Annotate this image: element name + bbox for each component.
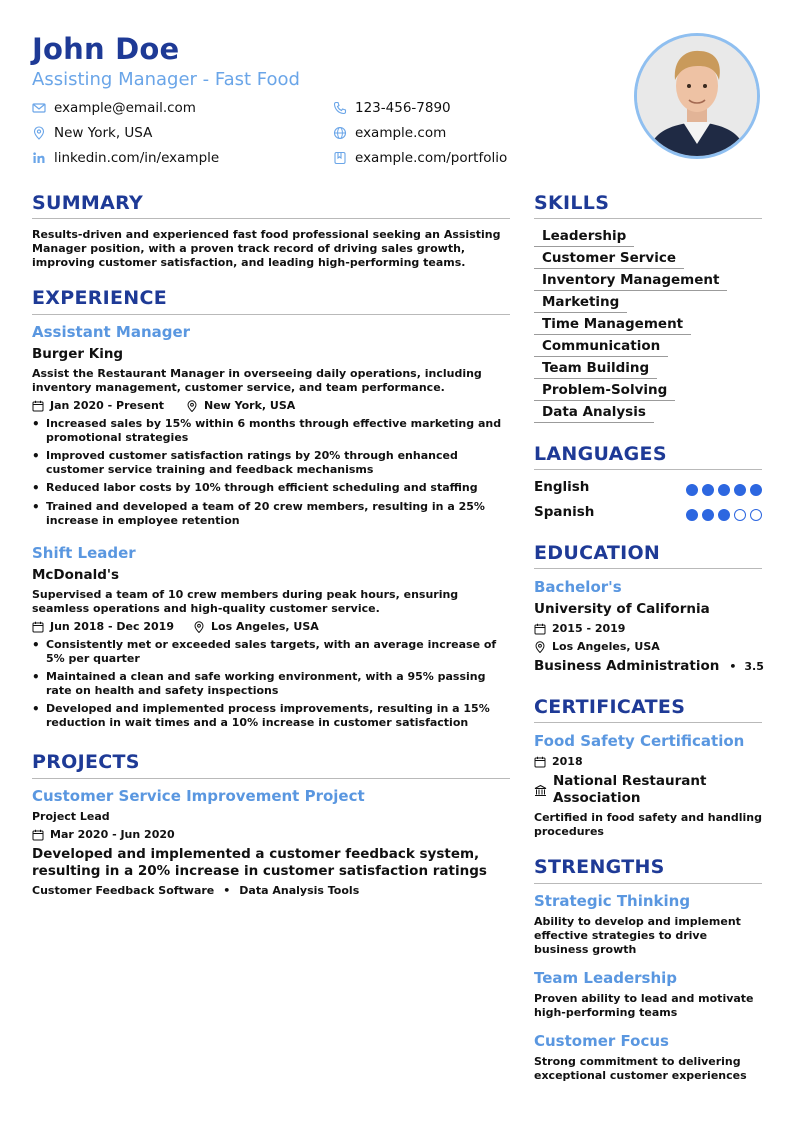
project-title: Customer Service Improvement Project [32, 787, 365, 805]
institution-icon [534, 784, 547, 797]
achievement-bullet [32, 702, 510, 730]
summary-heading: SUMMARY [32, 192, 144, 214]
map-pin-icon [32, 126, 46, 140]
job-dates-text: Jan 2020 - Present [50, 399, 165, 412]
achievement-bullet [32, 449, 510, 477]
certificate-year-text: 2018 [552, 755, 583, 768]
job-dates-text: Jun 2018 - Dec 2019 [50, 620, 174, 633]
tool-separator: • [223, 884, 231, 897]
job-location-text: New York, USA [204, 399, 296, 412]
bullet-dot: • [32, 417, 40, 431]
contact-email[interactable] [32, 100, 196, 116]
skills-divider [534, 218, 762, 219]
bullet-text: Improved customer satisfaction ratings by 20% through enhanced customer service training and feedback mechanisms [46, 449, 458, 476]
strength-title: Team Leadership [534, 969, 678, 987]
skills-heading: SKILLS [534, 192, 610, 214]
website-text: example.com [355, 125, 447, 141]
language-proficiency-dots [686, 509, 762, 521]
strength-description: Strong commitment to delivering exceptional customer experiences [534, 1055, 747, 1082]
proficiency-dot-filled [734, 484, 746, 496]
project-tools [32, 884, 359, 897]
job-location [193, 620, 319, 633]
achievement-bullet [32, 481, 510, 495]
bullet-dot: • [32, 449, 40, 463]
calendar-icon [32, 400, 44, 412]
skill-tag: Communication [534, 338, 668, 357]
contact-portfolio[interactable] [333, 150, 507, 166]
bullet-text: Developed and implemented process improvements, resulting in a 15% reduction in wait times and a 10% increase in customer satisfaction [46, 702, 490, 729]
contact-location [32, 125, 152, 141]
projects-divider [32, 778, 510, 779]
proficiency-dot-filled [686, 484, 698, 496]
proficiency-dot-filled [718, 509, 730, 521]
experience-divider [32, 314, 510, 315]
summary-text: Results-driven and experienced fast food professional seeking an Assisting Manager position, with a proven track record of driving sales growth, improving customer satisfaction, and leading high-performing teams. [32, 228, 501, 269]
skill-tag: Problem-Solving [534, 382, 675, 401]
proficiency-dot-filled [702, 484, 714, 496]
calendar-icon [32, 829, 44, 841]
linkedin-icon [32, 151, 46, 165]
strength-description: Proven ability to lead and motivate high-performing teams [534, 992, 754, 1019]
language-name: English [534, 479, 590, 495]
map-pin-icon [186, 400, 198, 412]
job-title: Assistant Manager [32, 323, 191, 341]
language-proficiency-dots [686, 484, 762, 496]
job-dates [32, 620, 174, 633]
job-description: Supervised a team of 10 crew members during peak hours, ensuring seamless operations and high-quality customer service. [32, 588, 459, 615]
certificate-name: Food Safety Certification [534, 732, 745, 750]
project-tool: Data Analysis Tools [239, 884, 360, 897]
bullet-text: Consistently met or exceeded sales targets, with an average increase of 5% per quarter [46, 638, 497, 665]
location-text: New York, USA [54, 125, 153, 141]
languages-divider [534, 469, 762, 470]
job-location [186, 399, 295, 412]
project-dates-text: Mar 2020 - Jun 2020 [50, 828, 175, 841]
certificates-divider [534, 722, 762, 723]
strength-description: Ability to develop and implement effective strategies to drive business growth [534, 915, 741, 956]
education-dates-text: 2015 - 2019 [552, 622, 626, 635]
project-description: Developed and implemented a customer feedback system, resulting in a 20% increase in customer satisfaction ratings [32, 846, 487, 879]
certificate-description: Certified in food safety and handling procedures [534, 811, 762, 838]
bullet-dot: • [32, 500, 40, 514]
education-field: Business Administration [534, 658, 720, 674]
languages-heading: LANGUAGES [534, 443, 667, 465]
skill-tag: Customer Service [534, 250, 684, 269]
bullet-text: Trained and developed a team of 20 crew members, resulting in a 25% increase in employee retention [46, 500, 485, 527]
projects-heading: PROJECTS [32, 751, 140, 773]
portfolio-text: example.com/portfolio [355, 150, 508, 166]
education-divider [534, 568, 762, 569]
bullet-dot: • [32, 638, 40, 652]
achievement-bullet [32, 638, 510, 666]
certificate-issuer [534, 773, 762, 807]
summary-divider [32, 218, 510, 219]
job-dates [32, 399, 164, 412]
proficiency-dot-filled [702, 509, 714, 521]
linkedin-text: linkedin.com/in/example [54, 150, 220, 166]
project-tool: Customer Feedback Software [32, 884, 215, 897]
calendar-icon [534, 756, 546, 768]
bullet-dot: • [32, 481, 40, 495]
education-field-row [534, 658, 764, 674]
education-gpa: 3.5 [744, 660, 764, 673]
calendar-icon [32, 621, 44, 633]
achievement-bullet [32, 500, 510, 528]
strengths-heading: STRENGTHS [534, 856, 665, 878]
proficiency-dot-empty [734, 509, 746, 521]
skill-tag: Team Building [534, 360, 657, 379]
job-location-text: Los Angeles, USA [211, 620, 319, 633]
globe-icon [333, 126, 347, 140]
bullet-dot: • [32, 702, 40, 716]
job-description: Assist the Restaurant Manager in overseeing daily operations, including inventory management, customer service, and team performance. [32, 367, 482, 394]
profile-photo-illustration [637, 36, 757, 156]
contact-linkedin[interactable] [32, 150, 219, 166]
skill-tag: Leadership [534, 228, 634, 247]
education-degree: Bachelor's [534, 578, 622, 596]
contact-phone[interactable] [333, 100, 451, 116]
strength-title: Customer Focus [534, 1032, 669, 1050]
bullet-text: Maintained a clean and safe working environment, with a 95% passing rate on health and safety inspections [46, 670, 486, 697]
achievement-bullet [32, 417, 510, 445]
experience-heading: EXPERIENCE [32, 287, 168, 309]
education-heading: EDUCATION [534, 542, 661, 564]
map-pin-icon [193, 621, 205, 633]
gpa-separator: • [729, 660, 737, 673]
email-text: example@email.com [54, 100, 196, 116]
education-location [534, 640, 660, 653]
envelope-icon [32, 101, 46, 115]
language-name: Spanish [534, 504, 595, 520]
bullet-text: Reduced labor costs by 10% through efficient scheduling and staffing [46, 481, 478, 494]
contact-website[interactable] [333, 125, 446, 141]
phone-text: 123-456-7890 [355, 100, 451, 116]
education-dates [534, 622, 625, 635]
achievement-bullet [32, 670, 510, 698]
job-company: McDonald's [32, 567, 120, 583]
bullet-dot: • [32, 670, 40, 684]
skill-tag: Inventory Management [534, 272, 727, 291]
proficiency-dot-empty [750, 509, 762, 521]
project-dates [32, 828, 175, 841]
proficiency-dot-filled [750, 484, 762, 496]
job-company: Burger King [32, 346, 124, 362]
bullet-text: Increased sales by 15% within 6 months through effective marketing and promotional strategies [46, 417, 502, 444]
project-role: Project Lead [32, 810, 110, 823]
certificate-year [534, 755, 583, 768]
certificates-heading: CERTIFICATES [534, 696, 686, 718]
job-title: Shift Leader [32, 544, 136, 562]
skill-tag: Time Management [534, 316, 691, 335]
strength-title: Strategic Thinking [534, 892, 691, 910]
calendar-icon [534, 623, 546, 635]
map-pin-icon [534, 641, 546, 653]
proficiency-dot-filled [686, 509, 698, 521]
education-location-text: Los Angeles, USA [552, 640, 660, 653]
phone-icon [333, 101, 347, 115]
certificate-issuer-text: National Restaurant Association [553, 773, 707, 806]
proficiency-dot-filled [718, 484, 730, 496]
skill-tag: Data Analysis [534, 404, 654, 423]
skill-tag: Marketing [534, 294, 627, 313]
candidate-name: John Doe [32, 32, 180, 66]
profile-photo [634, 33, 760, 159]
education-school: University of California [534, 601, 710, 617]
strengths-divider [534, 883, 762, 884]
bookmark-icon [333, 151, 347, 165]
candidate-role: Assisting Manager - Fast Food [32, 69, 300, 90]
